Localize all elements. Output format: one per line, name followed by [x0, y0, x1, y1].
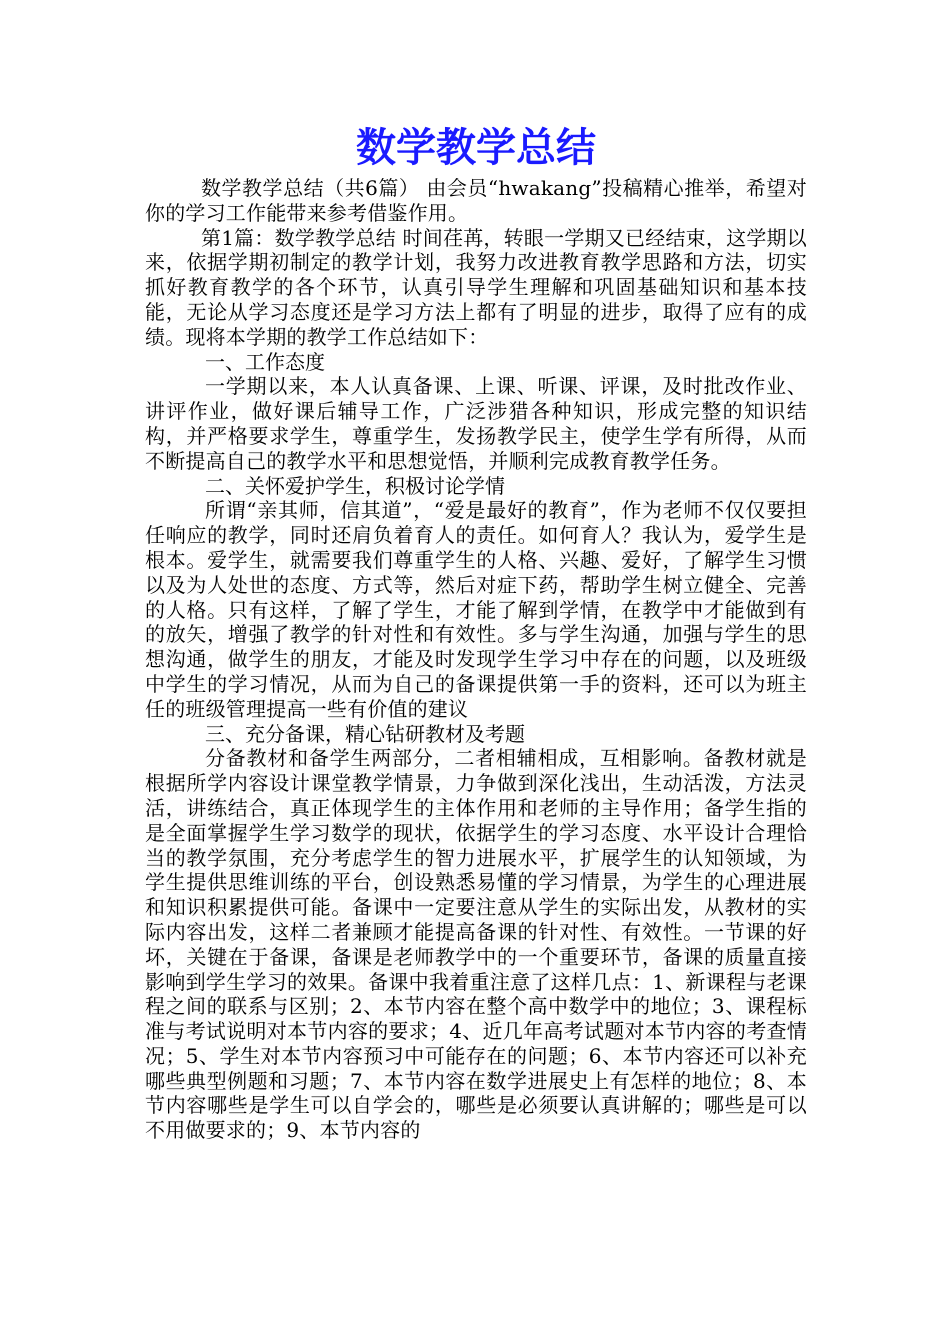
section-heading-1: 一、工作态度	[205, 349, 325, 374]
section-heading-2: 二、关怀爱护学生，积极讨论学情	[205, 473, 505, 498]
section-paragraph-1: 一学期以来，本人认真备课、上课、听课、评课，及时批改作业、讲评作业，做好课后辅导工作，广泛涉猎各种知识，形成完整的知识结构，并严格要求学生，尊重学生，发扬教学民主，使学生学有所得，从而不断提高自己的教学水平和思想觉悟，并顺利完成教育教学任务。	[145, 374, 807, 473]
document-page	[145, 120, 807, 1143]
section-paragraph-2: 所谓“亲其师，信其道”，“爱是最好的教育”，作为老师不仅仅要担任响应的教学，同时还肩负着育人的责任。如何育人？我认为，爱学生是根本。爱学生，就需要我们尊重学生的人格、兴趣、爱好，了解学生习惯以及为人处世的态度、方式等，然后对症下药，帮助学生树立健全、完善的人格。只有这样，了解了学生，才能了解到学情，在教学中才能做到有的放矢，增强了教学的针对性和有效性。多与学生沟通，加强与学生的思想沟通，做学生的朋友，才能及时发现学生学习中存在的问题，以及班级中学生的学习情况，从而为自己的备课提供第一手的资料，还可以为班主任的班级管理提高一些有价值的建议	[145, 498, 807, 721]
document-title: 数学教学总结	[356, 125, 596, 171]
section-paragraph-3: 分备教材和备学生两部分，二者相辅相成，互相影响。备教材就是根据所学内容设计课堂教学情景，力争做到深化浅出，生动活泼，方法灵活，讲练结合，真正体现学生的主体作用和老师的主导作用；备学生指的是全面掌握学生学习数学的现状，依据学生的学习态度、水平设计合理恰当的教学氛围，充分考虑学生的智力进展水平，扩展学生的认知领域，为学生提供思维训练的平台，创设熟悉易懂的学习情景，为学生的心理进展和知识积累提供可能。备课中一定要注意从学生的实际出发，从教材的实际内容出发，这样二者兼顾才能提高备课的针对性、有效性。一节课的好坏，关键在于备课，备课是老师教学中的一个重要环节，备课的质量直接影响到学生学习的效果。备课中我着重注意了这样几点：1、新课程与老课程之间的联系与区别；2、本节内容在整个高中数学中的地位；3、课程标准与考试说明对本节内容的要求；4、近几年高考试题对本节内容的考查情况；5、学生对本节内容预习中可能存在的问题；6、本节内容还可以补充哪些典型例题和习题；7、本节内容在数学进展史上有怎样的地位；8、本节内容哪些是学生可以自学会的，哪些是必须要认真讲解的；哪些是可以不用做要求的；9、本节内容的	[145, 746, 807, 1143]
intro-paragraph: 数学教学总结（共6篇） 由会员“hwakang”投稿精心推举，希望对你的学习工作能带来参考借鉴作用。	[145, 176, 807, 225]
first-paragraph: 第1篇：数学教学总结 时间荏苒，转眼一学期又已经结束，这学期以来，依据学期初制定的教学计划，我努力改进教育教学思路和方法，切实抓好教育教学的各个环节，认真引导学生理解和巩固基础知识和基本技能，无论从学习态度还是学习方法上都有了明显的进步，取得了应有的成绩。现将本学期的教学工作总结如下：	[145, 225, 807, 349]
section-heading-3: 三、充分备课，精心钻研教材及考题	[205, 721, 525, 746]
